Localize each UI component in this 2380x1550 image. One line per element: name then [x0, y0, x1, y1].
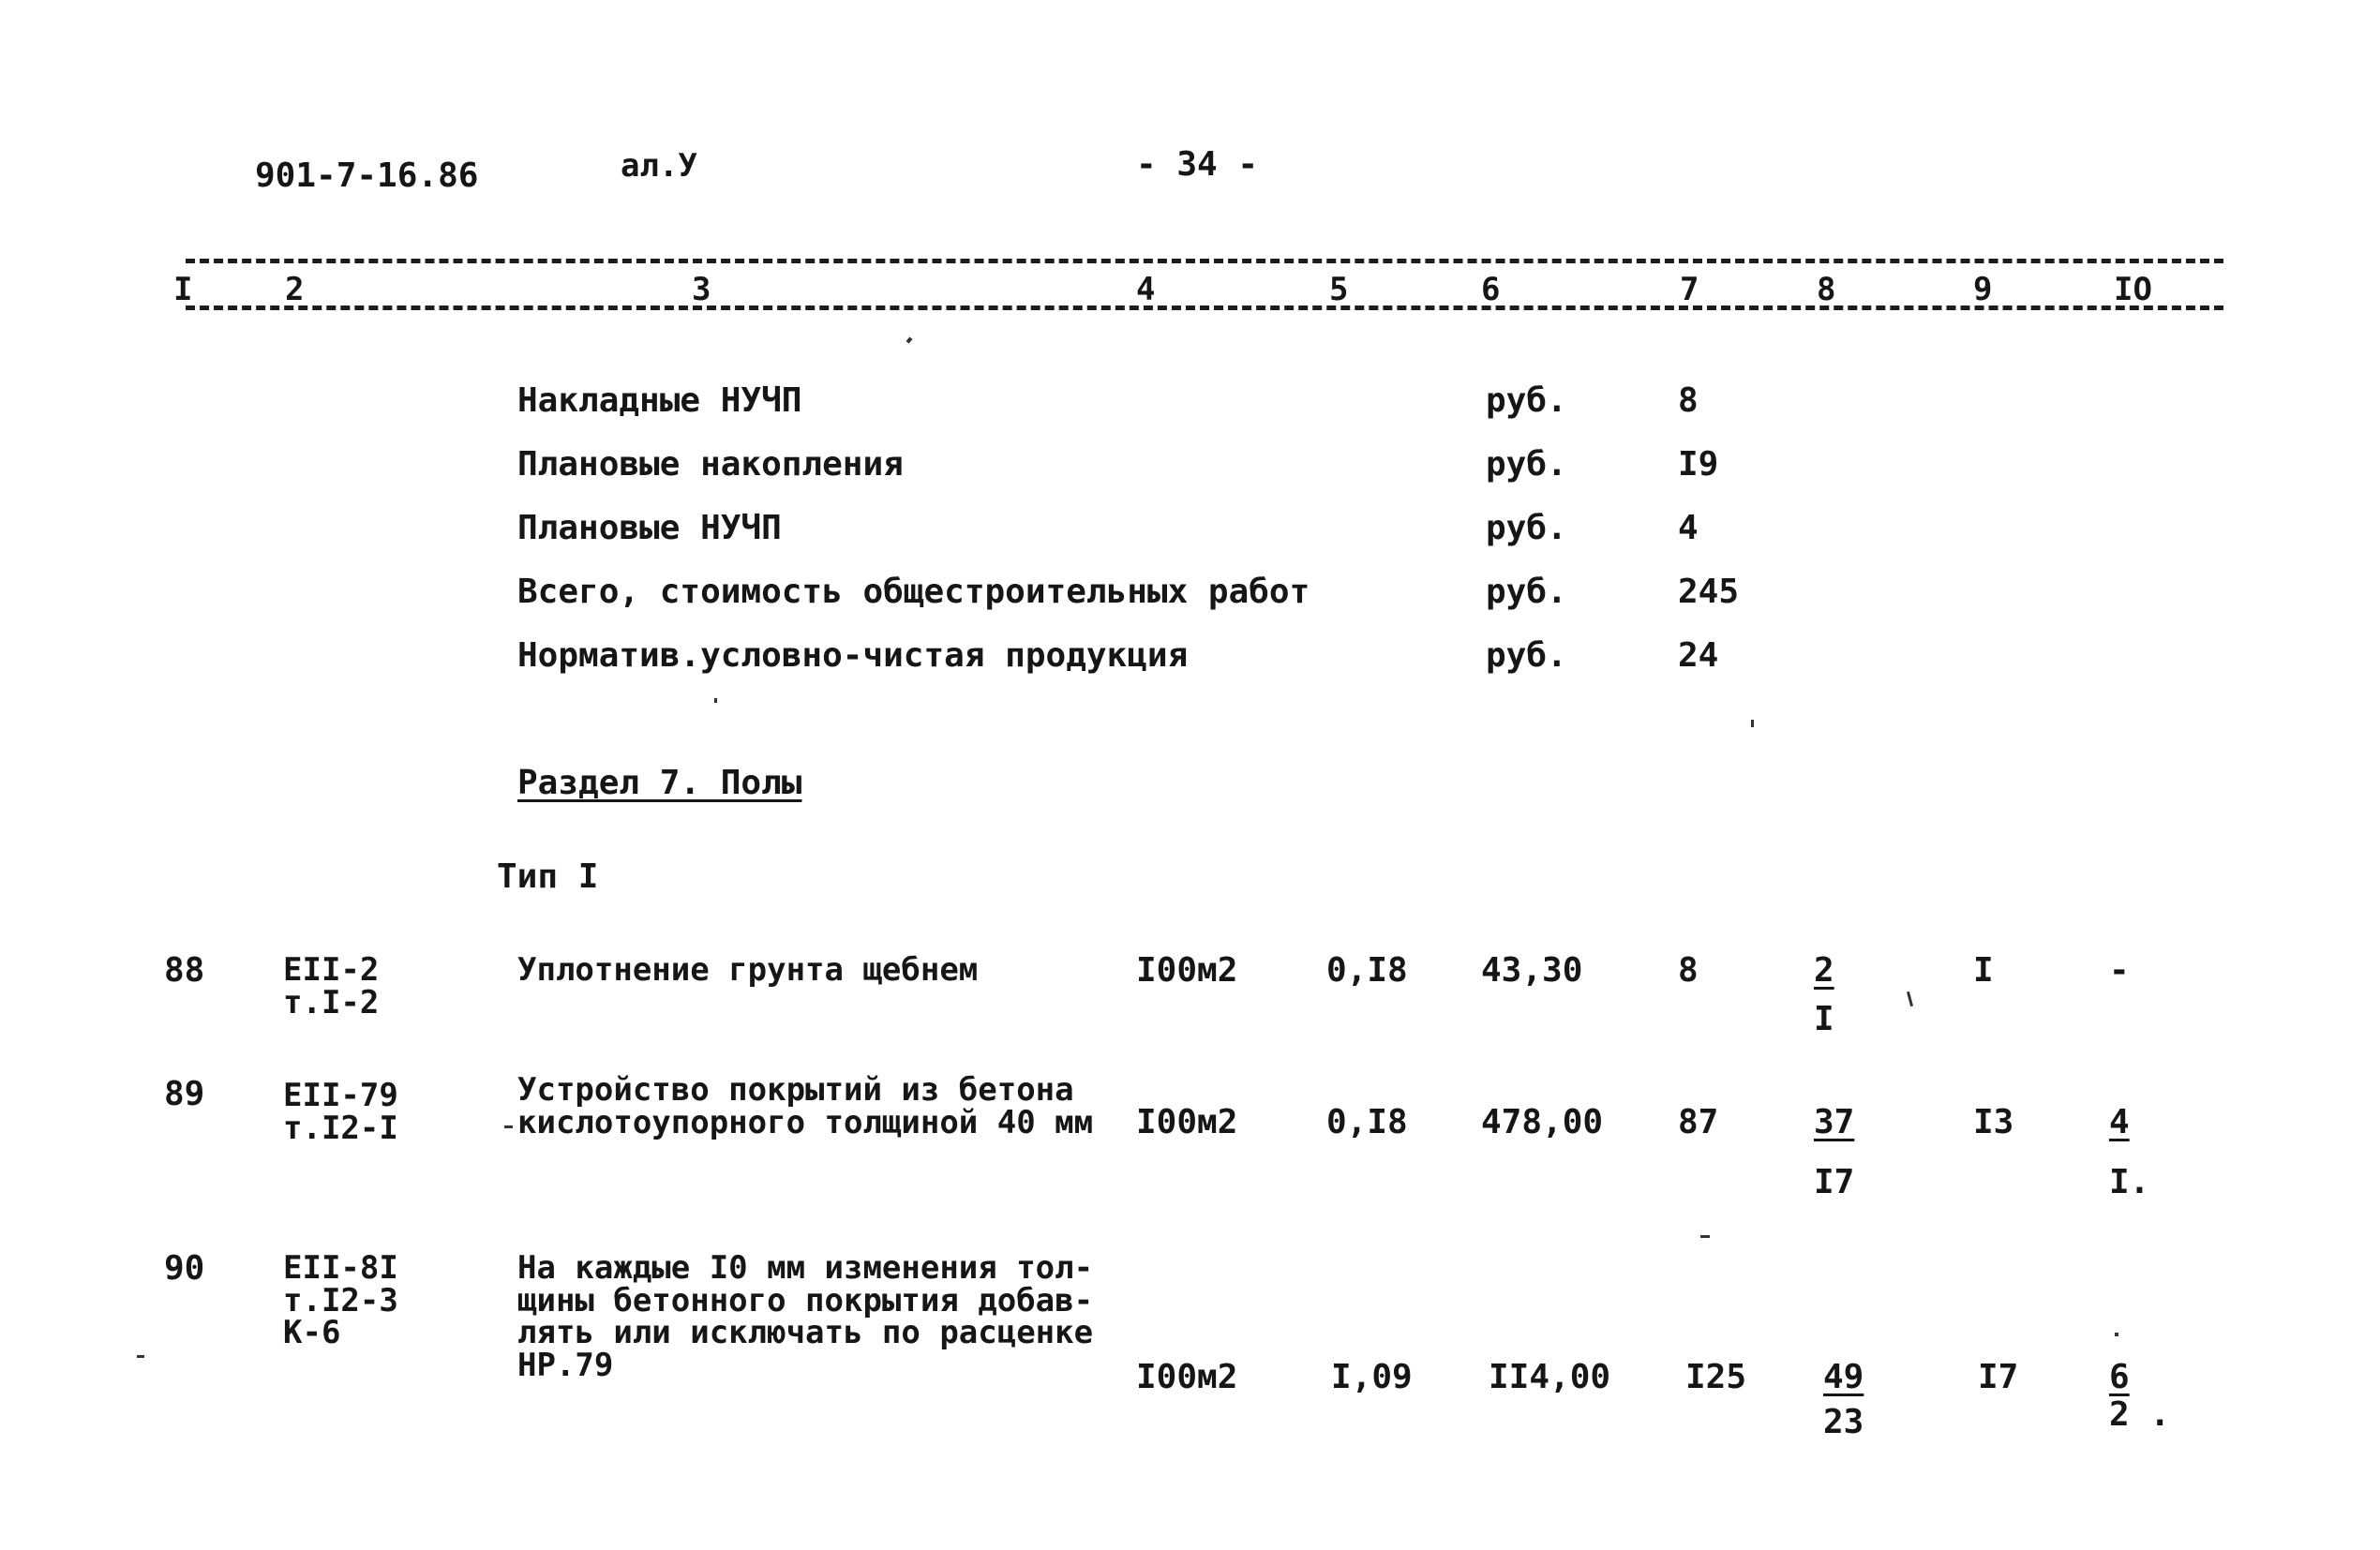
summary-value: 24 — [1678, 636, 1719, 675]
summary-label: Норматив.условно-чистая продукция — [517, 636, 1189, 675]
scan-speck — [504, 1125, 513, 1128]
row-col8-bottom: I — [1814, 1000, 1834, 1038]
row-unit: I00м2 — [1136, 1358, 1238, 1396]
row-col9: I3 — [1973, 1103, 2014, 1141]
row-col10-top: 6 — [2109, 1358, 2130, 1396]
summary-unit: руб. — [1486, 636, 1567, 675]
row-unit-price: 478,00 — [1481, 1103, 1604, 1141]
row-total: I25 — [1685, 1358, 1747, 1396]
scan-speck — [1751, 720, 1754, 727]
summary-value: I9 — [1678, 445, 1719, 484]
summary-unit: руб. — [1486, 445, 1567, 484]
row-col10-top: 4 — [2109, 1103, 2130, 1141]
col-num-7: 7 — [1680, 271, 1699, 308]
summary-unit: руб. — [1486, 509, 1567, 547]
row-description: Уплотнение грунта щебнем — [517, 951, 979, 989]
summary-label: Плановые НУЧП — [517, 509, 782, 547]
row-quantity: 0,I8 — [1326, 1103, 1408, 1141]
sheet-label: ал.У — [621, 147, 697, 185]
scan-speck — [1700, 1235, 1710, 1238]
col-num-5: 5 — [1329, 271, 1349, 308]
col-num-4: 4 — [1136, 271, 1156, 308]
summary-label: Всего, стоимость общестроительных работ — [517, 573, 1310, 611]
row-quantity: I,09 — [1331, 1358, 1413, 1396]
row-code: EII-8I т.I2-3 К-6 — [283, 1249, 398, 1352]
summary-value: 8 — [1678, 381, 1699, 420]
section-title: Раздел 7. Полы — [517, 764, 802, 802]
row-col10-bottom: I. — [2109, 1163, 2150, 1201]
summary-label: Накладные НУЧП — [517, 381, 802, 420]
header-rule-top — [186, 259, 2223, 263]
row-col9: I — [1973, 951, 1994, 990]
document-code: 901-7-16.86 — [255, 156, 479, 195]
col-num-2: 2 — [285, 271, 305, 308]
row-unit-price: II4,00 — [1489, 1358, 1611, 1396]
row-col9: I7 — [1978, 1358, 2019, 1396]
row-unit: I00м2 — [1136, 1103, 1238, 1141]
scan-speck — [906, 336, 913, 343]
page-number: - 34 - — [1136, 145, 1259, 184]
row-unit: I00м2 — [1136, 951, 1238, 990]
type-label: Тип I — [497, 857, 599, 896]
row-code: EII-2 т.I-2 — [283, 951, 380, 1021]
row-total: 87 — [1678, 1103, 1719, 1141]
row-number: 89 — [164, 1075, 205, 1113]
col-num-9: 9 — [1973, 271, 1993, 308]
row-col8-top: 49 — [1823, 1358, 1864, 1396]
row-number: 88 — [164, 951, 205, 990]
row-number: 90 — [164, 1249, 205, 1288]
row-description: На каждые I0 мм изменения тол- щины бетонного покрытия добав- лять или исключать по расценке НР.79 — [517, 1249, 1094, 1385]
row-col8-bottom: 23 — [1823, 1403, 1864, 1441]
summary-label: Плановые накопления — [517, 445, 904, 484]
header-rule-bottom — [186, 306, 2223, 310]
scan-speck — [2115, 1333, 2118, 1336]
row-quantity: 0,I8 — [1326, 951, 1408, 990]
summary-value: 4 — [1678, 509, 1699, 547]
scan-speck — [714, 698, 717, 703]
row-col8-bottom: I7 — [1814, 1163, 1855, 1201]
row-col8-top: 37 — [1814, 1103, 1855, 1141]
col-num-8: 8 — [1817, 271, 1836, 308]
scan-speck — [1907, 991, 1913, 1006]
row-unit-price: 43,30 — [1481, 951, 1583, 990]
row-col8-top: 2 — [1814, 951, 1834, 990]
summary-unit: руб. — [1486, 381, 1567, 420]
summary-unit: руб. — [1486, 573, 1567, 611]
row-col10-top: - — [2109, 951, 2130, 990]
col-num-6: 6 — [1481, 271, 1501, 308]
col-num-10: IO — [2114, 271, 2152, 308]
col-num-1: I — [173, 271, 193, 308]
row-col10-bottom: 2 . — [2109, 1395, 2171, 1434]
col-num-3: 3 — [692, 271, 711, 308]
row-total: 8 — [1678, 951, 1699, 990]
row-code: EII-79 т.I2-I — [283, 1077, 398, 1147]
row-description: Устройство покрытий из бетона кислотоупорного толщиной 40 мм — [517, 1071, 1094, 1141]
scan-speck — [137, 1355, 144, 1358]
summary-value: 245 — [1678, 573, 1740, 611]
